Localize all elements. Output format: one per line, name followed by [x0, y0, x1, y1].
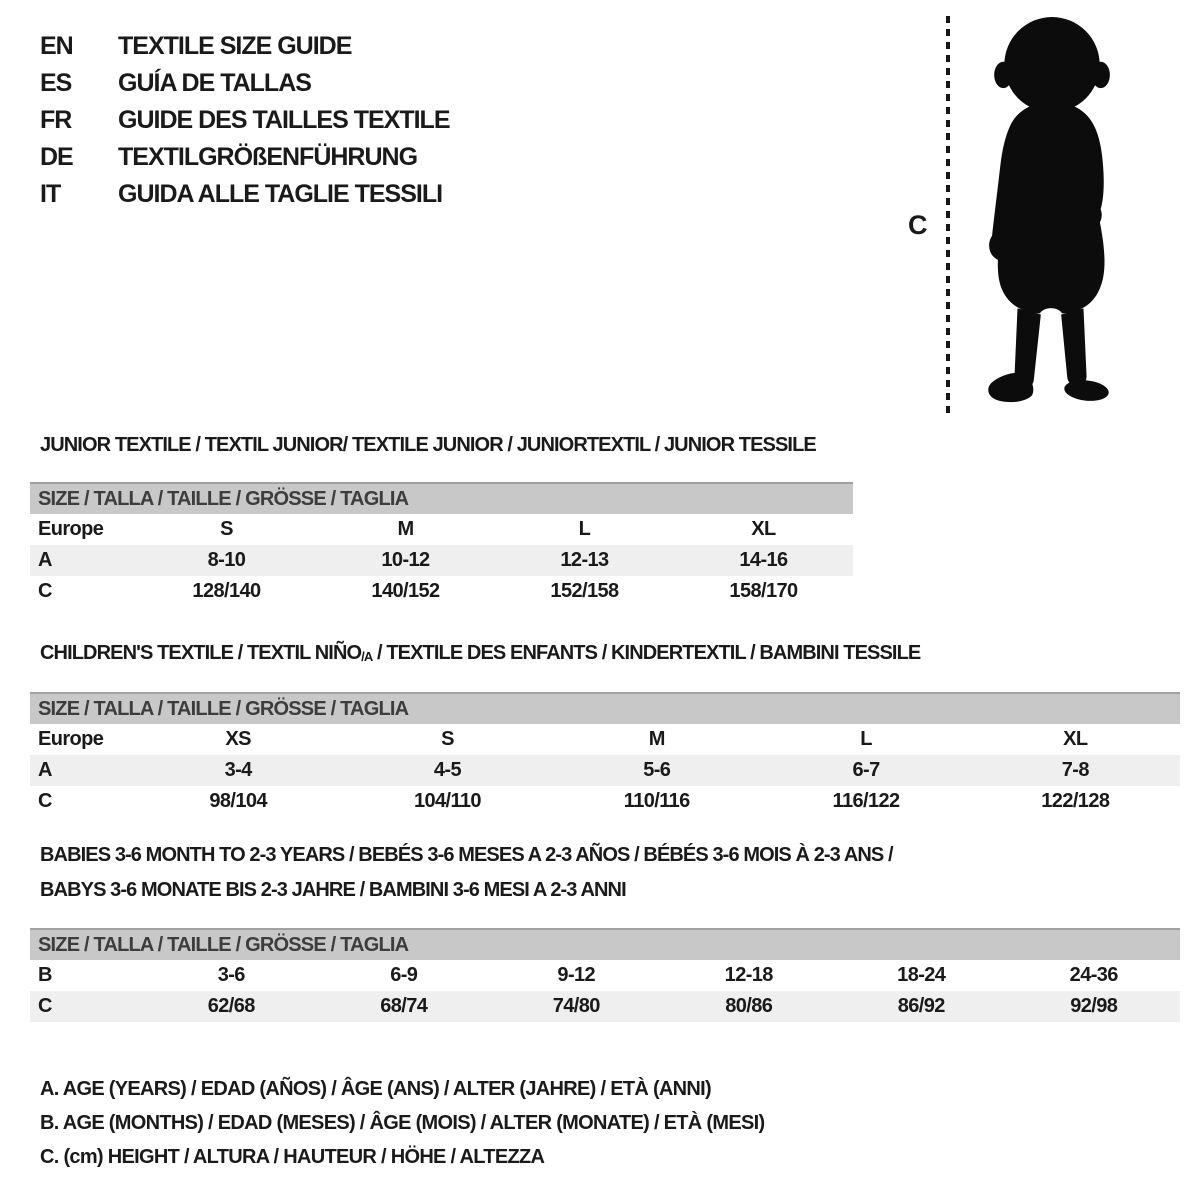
- table-row: [30, 755, 1180, 786]
- age-cell: 7-8: [1061, 759, 1089, 781]
- language-code: FR: [40, 106, 72, 134]
- height-cell: 122/128: [1041, 790, 1110, 812]
- row-label: A: [38, 549, 52, 571]
- section-title-babies-line1: BABIES 3-6 MONTH TO 2-3 YEARS / BEBÉS 3-6 MESES A 2-3 AÑOS / BÉBÉS 3-6 MOIS À 2-3 ANS /: [40, 844, 893, 866]
- height-cell: 128/140: [192, 580, 261, 602]
- size-header-bar: SIZE / TALLA / TAILLE / GRÖSSE / TAGLIA: [30, 482, 853, 514]
- legend-line-height: C. (cm) HEIGHT / ALTURA / HAUTEUR / HÖHE / ALTEZZA: [40, 1145, 545, 1168]
- title-part: / TEXTILE DES ENFANTS / KINDERTEXTIL / BAMBINI TESSILE: [372, 642, 921, 664]
- height-cell: 140/152: [371, 580, 440, 602]
- height-cell: 104/110: [413, 790, 481, 812]
- legend-line-age-years: A. AGE (YEARS) / EDAD (AÑOS) / ÂGE (ANS) / ALTER (JAHRE) / ETÀ (ANNI): [40, 1077, 711, 1100]
- height-cell: 86/92: [897, 995, 945, 1017]
- row-label: B: [38, 964, 52, 986]
- language-code: ES: [40, 69, 72, 97]
- age-cell: 10-12: [381, 549, 430, 571]
- age-cell: 6-7: [852, 759, 880, 781]
- height-measure-line: [946, 16, 950, 416]
- table-row: [30, 991, 1180, 1022]
- language-row: [40, 102, 450, 139]
- section-title-babies-line2: BABYS 3-6 MONATE BIS 2-3 JAHRE / BAMBINI 3-6 MESI A 2-3 ANNI: [40, 879, 626, 901]
- height-cell: 158/170: [729, 580, 798, 602]
- guide-title: GUIDE DES TAILLES TEXTILE: [118, 106, 450, 134]
- size-header-bar: SIZE / TALLA / TAILLE / GRÖSSE / TAGLIA: [30, 692, 1180, 724]
- height-cell: 92/98: [1070, 995, 1118, 1017]
- height-cell: 74/80: [552, 995, 600, 1017]
- age-cell: 6-9: [390, 964, 418, 986]
- age-cell: 3-4: [224, 759, 252, 781]
- language-row: [40, 65, 450, 102]
- table-row: [30, 545, 853, 576]
- age-cell: 18-24: [897, 964, 946, 986]
- babies-size-table: [30, 928, 1180, 1022]
- age-cell: 9-12: [557, 964, 596, 986]
- height-cell: 152/158: [550, 580, 619, 602]
- age-cell: 8-10: [207, 549, 246, 571]
- age-cell: 12-13: [560, 549, 609, 571]
- guide-title: GUÍA DE TALLAS: [118, 69, 311, 97]
- height-cell: 110/116: [623, 790, 690, 812]
- table-row: [30, 724, 1180, 755]
- table-row: [30, 514, 853, 545]
- section-title-junior: JUNIOR TEXTILE / TEXTIL JUNIOR/ TEXTILE JUNIOR / JUNIORTEXTIL / JUNIOR TESSILE: [40, 434, 816, 456]
- row-label: C: [38, 790, 52, 812]
- children-size-table: [30, 692, 1180, 817]
- age-cell: 4-5: [433, 759, 461, 781]
- row-label: C: [38, 995, 52, 1017]
- age-cell: 14-16: [739, 549, 788, 571]
- row-label: A: [38, 759, 52, 781]
- size-cell: XL: [751, 518, 776, 540]
- height-cell: 98/104: [209, 790, 267, 812]
- size-cell: M: [648, 728, 665, 750]
- age-cell: 3-6: [217, 964, 245, 986]
- row-label: C: [38, 580, 52, 602]
- table-row: [30, 576, 853, 607]
- height-cell: 80/86: [725, 995, 773, 1017]
- size-cell: M: [397, 518, 414, 540]
- size-cell: S: [441, 728, 454, 750]
- height-cell: 68/74: [380, 995, 428, 1017]
- table-row: [30, 786, 1180, 817]
- language-code: DE: [40, 143, 73, 171]
- title-part-sub: /A: [361, 649, 373, 664]
- legend-line-age-months: B. AGE (MONTHS) / EDAD (MESES) / ÂGE (MOIS) / ALTER (MONATE) / ETÀ (MESI): [40, 1111, 765, 1134]
- height-cell: 116/122: [832, 790, 900, 812]
- size-cell: XS: [225, 728, 251, 750]
- guide-title: TEXTILGRÖßENFÜHRUNG: [118, 143, 418, 171]
- age-cell: 24-36: [1069, 964, 1118, 986]
- language-title-list: [40, 28, 450, 213]
- language-row: [40, 28, 450, 65]
- row-label: Europe: [38, 728, 104, 750]
- language-row: [40, 139, 450, 176]
- title-part: CHILDREN'S TEXTILE / TEXTIL NIÑO: [40, 642, 362, 664]
- row-label: Europe: [38, 518, 104, 540]
- height-cell: 62/68: [207, 995, 255, 1017]
- age-cell: 5-6: [643, 759, 671, 781]
- guide-title: GUIDA ALLE TAGLIE TESSILI: [118, 180, 443, 208]
- age-cell: 12-18: [724, 964, 773, 986]
- measure-legend: [40, 1072, 764, 1174]
- language-row: [40, 176, 450, 213]
- language-code: EN: [40, 32, 73, 60]
- size-cell: L: [860, 728, 872, 750]
- table-row: [30, 960, 1180, 991]
- size-cell: S: [220, 518, 233, 540]
- size-cell: XL: [1063, 728, 1088, 750]
- guide-title: TEXTILE SIZE GUIDE: [118, 32, 352, 60]
- language-code: IT: [40, 180, 61, 208]
- toddler-silhouette-icon: [962, 14, 1140, 420]
- junior-size-table: [30, 482, 853, 607]
- size-header-bar: SIZE / TALLA / TAILLE / GRÖSSE / TAGLIA: [30, 928, 1180, 960]
- height-measure-label: C: [908, 210, 927, 240]
- size-cell: L: [578, 518, 591, 540]
- section-title-children: [40, 642, 920, 665]
